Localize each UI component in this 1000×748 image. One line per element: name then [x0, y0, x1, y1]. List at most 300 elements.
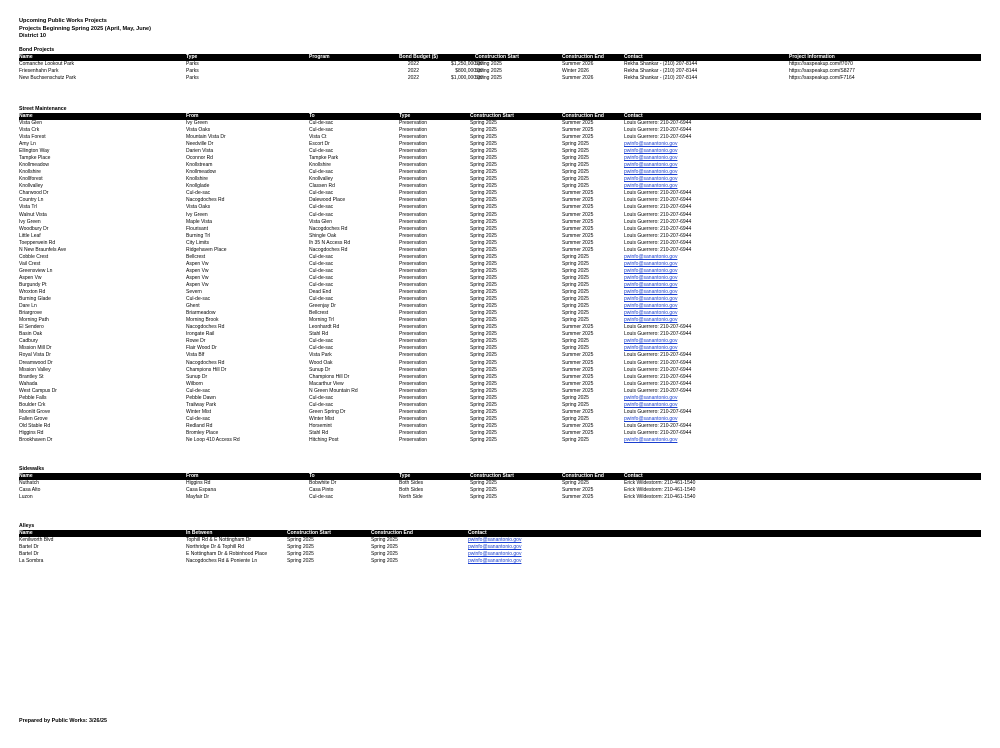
email-link[interactable]: pwinfo@sanantonio.gov: [468, 537, 522, 544]
bond-projects-table: [19, 54, 981, 82]
cell-name: Little Leaf: [19, 232, 41, 239]
cell-name: Mission Valley: [19, 366, 51, 373]
cell-construction-end: Spring 2025: [562, 345, 589, 352]
cell-to: Bellcrest: [309, 310, 329, 317]
cell-type: Preservation: [399, 345, 428, 352]
column-header-name: Name: [19, 530, 33, 537]
cell-construction-start: Spring 2025: [470, 126, 497, 133]
table-header-row: [19, 54, 981, 61]
cell-construction-end: Spring 2025: [371, 544, 398, 551]
cell-construction-end: Spring 2025: [562, 183, 589, 190]
cell-construction-end: Spring 2025: [562, 267, 589, 274]
cell-construction-start: Spring 2025: [470, 296, 497, 303]
cell-construction-start: Spring 2025: [470, 487, 497, 494]
table-row: [19, 388, 981, 395]
cell-construction-start: Spring 2025: [470, 260, 497, 267]
cell-construction-start: Spring 2025: [470, 310, 497, 317]
cell-bond-budget: $1,250,000.00: [451, 60, 483, 67]
cell-construction-end: Spring 2025: [562, 169, 589, 176]
cell-from: Burning Trl: [186, 232, 211, 239]
cell-type: Preservation: [399, 373, 428, 380]
cell-type: Preservation: [399, 183, 428, 190]
table-row: [19, 261, 981, 268]
table-row: [19, 219, 981, 226]
cell-to: Nacogdoches Rd: [309, 246, 348, 253]
email-link[interactable]: pwinfo@sanantonio.gov: [624, 345, 678, 352]
cell-to: Cul-de-sac: [309, 126, 334, 133]
cell-to: Sunup Dr: [309, 366, 331, 373]
cell-from: Nacogdoches Rd: [186, 359, 225, 366]
table-row: [19, 544, 981, 551]
cell-type: Preservation: [399, 401, 428, 408]
cell-contact: Louis Guerrero: 210-207-6944: [624, 429, 692, 436]
cell-contact: Louis Guerrero: 210-207-6944: [624, 324, 692, 331]
email-link[interactable]: pwinfo@sanantonio.gov: [624, 176, 678, 183]
cell-construction-end: Spring 2025: [562, 480, 589, 487]
table-row: [19, 381, 981, 388]
cell-from: Casa Espana: [186, 487, 217, 494]
cell-from: Maple Vista: [186, 218, 213, 225]
cell-to: Bobwhite Dr: [309, 480, 337, 487]
alleys-table: [19, 530, 981, 565]
email-link[interactable]: pwinfo@sanantonio.gov: [624, 274, 678, 281]
cell-to: Tampke Park: [309, 155, 339, 162]
table-row: [19, 233, 981, 240]
email-link[interactable]: pwinfo@sanantonio.gov: [624, 253, 678, 260]
cell-construction-end: Spring 2025: [562, 437, 589, 444]
cell-to: Wood Oak: [309, 359, 333, 366]
cell-construction-start: Spring 2025: [470, 422, 497, 429]
column-header-to: To: [309, 473, 315, 480]
email-link[interactable]: pwinfo@sanantonio.gov: [624, 289, 678, 296]
column-header-construction-end: Construction End: [562, 112, 604, 119]
cell-contact: Rekha Shankar - (210) 207-8144: [624, 67, 698, 74]
cell-name: West Campus Dr: [19, 387, 57, 394]
cell-in-between: Nacogdoches Rd & Poniente Ln: [186, 558, 258, 565]
cell-from: Mayfair Dr: [186, 494, 210, 501]
email-link[interactable]: pwinfo@sanantonio.gov: [468, 551, 522, 558]
cell-to: Cul-de-sac: [309, 253, 334, 260]
cell-construction-start: Spring 2025: [470, 155, 497, 162]
email-link[interactable]: pwinfo@sanantonio.gov: [624, 415, 678, 422]
cell-name: Knollvalley: [19, 183, 43, 190]
table-row: [19, 402, 981, 409]
cell-construction-start: Spring 2025: [470, 148, 497, 155]
email-link[interactable]: pwinfo@sanantonio.gov: [624, 401, 678, 408]
cell-type: Preservation: [399, 253, 428, 260]
cell-construction-end: Spring 2025: [562, 394, 589, 401]
cell-contact: Louis Guerrero: 210-207-6944: [624, 218, 692, 225]
cell-construction-end: Winter 2026: [562, 67, 589, 74]
email-link[interactable]: pwinfo@sanantonio.gov: [624, 267, 678, 274]
cell-to: Vista Ct: [309, 134, 327, 141]
cell-name: Knollshire: [19, 169, 41, 176]
cell-to: Cul-de-sac: [309, 394, 334, 401]
cell-name: Greensview Ln: [19, 267, 53, 274]
sidewalks-table: [19, 473, 981, 501]
cell-name: Walnut Vista: [19, 211, 47, 218]
email-link[interactable]: pwinfo@sanantonio.gov: [624, 260, 678, 267]
cell-name: Ivy Green: [19, 218, 41, 225]
cell-construction-end: Summer 2025: [562, 204, 594, 211]
cell-type: Preservation: [399, 225, 428, 232]
cell-name: Charwood Dr: [19, 190, 49, 197]
cell-to: Cul-de-sac: [309, 282, 334, 288]
cell-construction-start: Spring 2025: [475, 60, 502, 67]
cell-construction-end: Spring 2025: [562, 310, 589, 317]
cell-name: Burning Glade: [19, 296, 51, 303]
table-row: [19, 289, 981, 296]
cell-construction-end: Summer 2026: [562, 60, 594, 67]
cell-from: Winter Mist: [186, 408, 211, 415]
cell-construction-end: Summer 2025: [562, 408, 594, 415]
table-row: [19, 324, 981, 331]
table-row: [19, 226, 981, 233]
cell-program: 2022: [407, 60, 419, 67]
cell-name: Boulder Crk: [19, 401, 46, 408]
cell-name: Amy Ln: [19, 141, 36, 148]
street-maintenance-table: [19, 113, 981, 444]
cell-type: Preservation: [399, 134, 428, 141]
cell-construction-end: Spring 2025: [562, 289, 589, 296]
table-row: [19, 204, 981, 211]
table-row: [19, 183, 981, 190]
cell-to: Green Spring Dr: [309, 408, 346, 415]
cell-construction-start: Spring 2025: [470, 162, 497, 169]
cell-construction-start: Spring 2025: [470, 394, 497, 401]
cell-from: Darien Vista: [186, 148, 214, 155]
cell-to: Escort Dr: [309, 141, 330, 148]
cell-construction-end: Summer 2025: [562, 331, 594, 338]
cell-from: Irongate Rail: [186, 331, 215, 338]
cell-to: Casa Pinto: [309, 487, 334, 494]
column-header-contact: Contact: [624, 53, 643, 60]
cell-type: Preservation: [399, 260, 428, 267]
cell-name: N New Braunfels Ave: [19, 246, 67, 253]
cell-construction-end: Spring 2025: [562, 176, 589, 183]
cell-construction-start: Spring 2025: [287, 551, 314, 558]
table-row: [19, 190, 981, 197]
table-row: [19, 120, 981, 127]
cell-contact: Erick Wildestorm: 210-461-1540: [624, 487, 696, 494]
district-label: District 10: [19, 33, 47, 40]
cell-type: Preservation: [399, 352, 428, 359]
cell-name: Toepperwein Rd: [19, 239, 56, 246]
cell-project-information: https://saspeakup.com/S8277: [789, 67, 855, 74]
cell-construction-end: Spring 2025: [562, 303, 589, 310]
cell-to: Ih 35 N Access Rd: [309, 239, 351, 246]
cell-type: Both Sides: [399, 480, 424, 487]
cell-name: Dreamwood Dr: [19, 359, 53, 366]
email-link[interactable]: pwinfo@sanantonio.gov: [624, 169, 678, 176]
cell-contact: Louis Guerrero: 210-207-6944: [624, 239, 692, 246]
cell-from: Ivy Green: [186, 211, 208, 218]
cell-construction-start: Spring 2025: [470, 289, 497, 296]
cell-to: Greenjay Dr: [309, 303, 336, 310]
cell-construction-start: Spring 2025: [470, 324, 497, 331]
cell-type: Preservation: [399, 126, 428, 133]
cell-from: Redland Rd: [186, 422, 213, 429]
cell-construction-start: Spring 2025: [470, 169, 497, 176]
cell-from: Ivy Green: [186, 119, 208, 126]
cell-to: Dalewood Place: [309, 197, 346, 204]
cell-from: Knollglade: [186, 183, 210, 190]
sidewalks-section: [19, 466, 981, 501]
cell-construction-start: Spring 2025: [470, 190, 497, 197]
cell-contact: Louis Guerrero: 210-207-6944: [624, 380, 692, 387]
cell-construction-end: Summer 2025: [562, 197, 594, 204]
cell-type: Preservation: [399, 366, 428, 373]
table-row: [19, 317, 981, 324]
cell-to: Cul-de-sac: [309, 267, 334, 274]
cell-to: Vista Glen: [309, 218, 332, 225]
cell-construction-end: Spring 2025: [562, 317, 589, 324]
cell-construction-start: Spring 2025: [470, 274, 497, 281]
alleys-section: [19, 523, 981, 565]
cell-construction-end: Summer 2025: [562, 190, 594, 197]
cell-name: Wahada: [19, 380, 38, 387]
cell-project-information: https://saspeakup.com/f7070: [789, 60, 853, 67]
cell-construction-end: Spring 2025: [562, 155, 589, 162]
column-header-program: Program: [309, 53, 330, 60]
cell-type: Preservation: [399, 387, 428, 394]
cell-construction-end: Summer 2025: [562, 352, 594, 359]
cell-construction-end: Summer 2025: [562, 359, 594, 366]
cell-bond-budget: $800,000.00: [455, 67, 483, 74]
cell-project-information: https://saspeakup.com/F7164: [789, 74, 855, 81]
table-header-row: [19, 113, 981, 120]
cell-to: Shingle Oak: [309, 232, 337, 239]
cell-contact: Louis Guerrero: 210-207-6944: [624, 331, 692, 338]
cell-name: Bartel Dr: [19, 544, 39, 551]
email-link[interactable]: pwinfo@sanantonio.gov: [624, 394, 678, 401]
table-row: [19, 437, 981, 444]
cell-from: Bromley Place: [186, 429, 219, 436]
cell-contact: Erick Wildestorm: 210-461-1540: [624, 494, 696, 501]
table-row: [19, 345, 981, 352]
cell-type: Preservation: [399, 239, 428, 246]
cell-construction-start: Spring 2025: [470, 267, 497, 274]
cell-contact: Louis Guerrero: 210-207-6944: [624, 408, 692, 415]
cell-name: Comanche Lookout Park: [19, 60, 75, 67]
cell-name: Vista Trl: [19, 204, 37, 211]
cell-construction-start: Spring 2025: [287, 537, 314, 544]
cell-to: Champions Hill Dr: [309, 373, 350, 380]
cell-construction-end: Summer 2025: [562, 324, 594, 331]
cell-to: Dead End: [309, 289, 332, 296]
email-link[interactable]: pwinfo@sanantonio.gov: [624, 437, 678, 444]
table-row: [19, 360, 981, 367]
cell-program: 2022: [407, 74, 419, 81]
cell-name: Country Ln: [19, 197, 44, 204]
cell-to: Cul-de-sac: [309, 401, 334, 408]
cell-construction-end: Spring 2025: [562, 162, 589, 169]
column-header-construction-end: Construction End: [371, 530, 413, 537]
table-row: [19, 141, 981, 148]
email-link[interactable]: pwinfo@sanantonio.gov: [624, 317, 678, 324]
cell-to: Cul-de-sac: [309, 190, 334, 197]
cell-from: Vista Oaks: [186, 126, 211, 133]
column-header-to: To: [309, 112, 315, 119]
cell-from: Trailway Park: [186, 401, 217, 408]
cell-to: Macarthur View: [309, 380, 344, 387]
cell-contact: Louis Guerrero: 210-207-6944: [624, 211, 692, 218]
cell-name: Knollmeadow: [19, 162, 50, 169]
section-title: Bond Projects: [19, 46, 55, 53]
cell-construction-end: Spring 2025: [562, 141, 589, 148]
column-header-in-between: In Between: [186, 530, 213, 537]
cell-contact: Louis Guerrero: 210-207-6944: [624, 359, 692, 366]
table-header-row: [19, 530, 981, 537]
column-header-contact: Contact: [468, 530, 487, 537]
cell-construction-start: Spring 2025: [475, 74, 502, 81]
table-row: [19, 409, 981, 416]
cell-name: Brantley St: [19, 373, 44, 380]
cell-type: Preservation: [399, 324, 428, 331]
cell-name: Vista Crk: [19, 126, 40, 133]
cell-construction-start: Spring 2025: [470, 204, 497, 211]
cell-type: Parks: [186, 74, 199, 81]
cell-construction-start: Spring 2025: [470, 197, 497, 204]
table-row: [19, 296, 981, 303]
column-header-type: Type: [399, 473, 411, 480]
cell-from: Needville Dr: [186, 141, 214, 148]
cell-to: Stahl Rd: [309, 331, 329, 338]
cell-name: Moonlit Grove: [19, 408, 51, 415]
cell-name: Briargrove: [19, 310, 43, 317]
cell-construction-end: Summer 2025: [562, 429, 594, 436]
cell-name: Fallen Grove: [19, 415, 48, 422]
table-row: [19, 247, 981, 254]
cell-name: Dare Ln: [19, 303, 37, 310]
column-header-contact: Contact: [624, 112, 643, 119]
email-link[interactable]: pwinfo@sanantonio.gov: [624, 183, 678, 190]
cell-construction-end: Summer 2025: [562, 380, 594, 387]
cell-contact: Rekha Shankar - (210) 207-8144: [624, 74, 698, 81]
cell-construction-start: Spring 2025: [470, 317, 497, 324]
cell-name: El Sendero: [19, 324, 44, 331]
cell-construction-start: Spring 2025: [470, 359, 497, 366]
cell-type: Preservation: [399, 204, 428, 211]
email-link[interactable]: pwinfo@sanantonio.gov: [624, 338, 678, 345]
cell-construction-start: Spring 2025: [470, 437, 497, 444]
cell-contact: Louis Guerrero: 210-207-6944: [624, 197, 692, 204]
cell-name: Ellington Way: [19, 148, 50, 155]
cell-from: Bellcrest: [186, 253, 206, 260]
email-link[interactable]: pwinfo@sanantonio.gov: [624, 155, 678, 162]
cell-type: Preservation: [399, 119, 428, 126]
cell-construction-end: Summer 2025: [562, 211, 594, 218]
cell-contact: Rekha Shankar - (210) 207-8144: [624, 60, 698, 67]
email-link[interactable]: pwinfo@sanantonio.gov: [468, 544, 522, 551]
section-title: Sidewalks: [19, 466, 45, 473]
cell-to: Winter Mist: [309, 415, 334, 422]
cell-type: Preservation: [399, 197, 428, 204]
cell-type: Preservation: [399, 169, 428, 176]
cell-from: Aspen Vw: [186, 260, 209, 267]
cell-type: Preservation: [399, 282, 428, 288]
table-row: [19, 480, 981, 487]
cell-name: Aspen Vw: [19, 274, 42, 281]
cell-construction-start: Spring 2025: [470, 134, 497, 141]
email-link[interactable]: pwinfo@sanantonio.gov: [624, 310, 678, 317]
cell-type: Parks: [186, 60, 199, 67]
cell-from: Aspen Vw: [186, 267, 209, 274]
table-row: [19, 537, 981, 544]
cell-type: Preservation: [399, 148, 428, 155]
cell-construction-start: Spring 2025: [470, 225, 497, 232]
cell-to: Vista Park: [309, 352, 332, 359]
cell-to: Stahl Rd: [309, 429, 329, 436]
cell-construction-end: Spring 2025: [371, 537, 398, 544]
cell-to: Cul-de-sac: [309, 345, 334, 352]
cell-from: Ridgehaven Place: [186, 246, 227, 253]
cell-from: Cul-de-sac: [186, 296, 211, 303]
cell-from: Vista Blf: [186, 352, 205, 359]
email-link[interactable]: pwinfo@sanantonio.gov: [468, 558, 522, 565]
table-row: [19, 352, 981, 359]
cell-to: Cul-de-sac: [309, 148, 334, 155]
cell-from: Rowe Dr: [186, 338, 206, 345]
column-header-construction-start: Construction Start: [475, 53, 519, 60]
cell-in-between: E Nottingham Dr & Robinhood Place: [186, 551, 268, 558]
cell-construction-end: Spring 2025: [371, 558, 398, 565]
table-row: [19, 155, 981, 162]
cell-name: Tampke Place: [19, 155, 51, 162]
street-maintenance-section: [19, 106, 981, 444]
cell-name: La Sombra: [19, 558, 44, 565]
cell-type: Preservation: [399, 232, 428, 239]
cell-construction-end: Spring 2025: [562, 401, 589, 408]
cell-to: Cul-de-sac: [309, 338, 334, 345]
column-header-construction-end: Construction End: [562, 53, 604, 60]
cell-type: Preservation: [399, 338, 428, 345]
table-row: [19, 487, 981, 494]
table-row: [19, 494, 981, 501]
table-row: [19, 558, 981, 565]
cell-contact: Louis Guerrero: 210-207-6944: [624, 352, 692, 359]
cell-to: Cul-de-sac: [309, 169, 334, 176]
cell-construction-start: Spring 2025: [470, 494, 497, 501]
cell-construction-end: Summer 2025: [562, 126, 594, 133]
email-link[interactable]: pwinfo@sanantonio.gov: [624, 296, 678, 303]
section-title: Alleys: [19, 523, 35, 530]
column-header-construction-start: Construction Start: [287, 530, 331, 537]
document-page: [19, 18, 981, 724]
table-header-row: [19, 473, 981, 480]
cell-type: Preservation: [399, 380, 428, 387]
cell-construction-start: Spring 2025: [470, 352, 497, 359]
cell-contact: Louis Guerrero: 210-207-6944: [624, 119, 692, 126]
column-header-project-information: Project Information: [789, 53, 835, 60]
cell-to: Hitching Post: [309, 437, 339, 444]
email-link[interactable]: pwinfo@sanantonio.gov: [624, 141, 678, 148]
email-link[interactable]: pwinfo@sanantonio.gov: [624, 162, 678, 169]
cell-name: Kenilworth Blvd: [19, 537, 54, 544]
table-row: [19, 303, 981, 310]
cell-name: Old Stable Rd: [19, 422, 51, 429]
email-link[interactable]: pwinfo@sanantonio.gov: [624, 148, 678, 155]
table-row: [19, 395, 981, 402]
cell-construction-start: Spring 2025: [470, 380, 497, 387]
table-row: [19, 254, 981, 261]
cell-construction-end: Summer 2025: [562, 422, 594, 429]
cell-construction-end: Spring 2025: [562, 415, 589, 422]
email-link[interactable]: pwinfo@sanantonio.gov: [624, 282, 678, 288]
cell-from: Cul-de-sac: [186, 387, 211, 394]
email-link[interactable]: pwinfo@sanantonio.gov: [624, 303, 678, 310]
cell-construction-end: Spring 2025: [371, 551, 398, 558]
